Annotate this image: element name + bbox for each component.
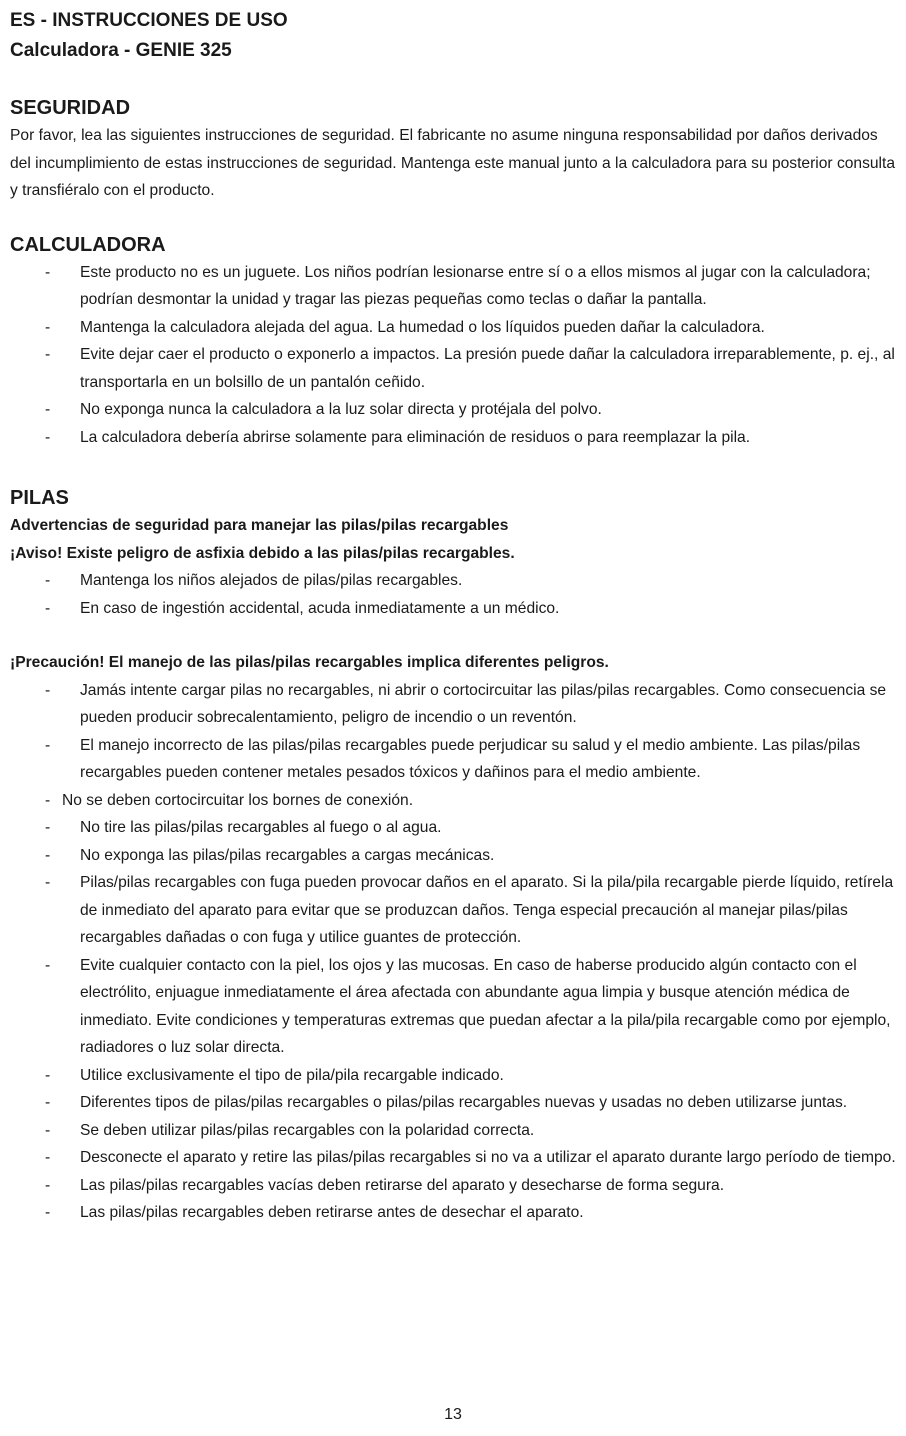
list-item: - No exponga nunca la calculadora a la luz solar directa y protéjala del polvo. [10,396,902,424]
section-pilas [10,484,902,1227]
list-item: - En caso de ingestión accidental, acuda inmediatamente a un médico. [10,595,902,623]
document-language-title: ES - INSTRUCCIONES DE USO [10,10,288,31]
list-item: - No se deben cortocircuitar los bornes de conexión. [10,787,902,815]
list-item: - Pilas/pilas recargables con fuga pueden provocar daños en el aparato. Si la pila/pila recargable pierde líquido, retírela de inmediato del aparato para evitar que se produzcan daños. Tenga especial precaución al manejar pilas/pilas recargables dañadas o con fuga y utilice guantes de protección. [10,869,902,952]
list-item: - El manejo incorrecto de las pilas/pilas recargables puede perjudicar su salud y el medio ambiente. Las pilas/pilas recargables pueden contener metales pesados tóxicos y dañinos para el medio ambiente. [10,732,902,787]
pilas-aviso-list [10,567,902,622]
list-item: - Las pilas/pilas recargables deben retirarse antes de desechar el aparato. [10,1199,902,1227]
list-item: - Mantenga la calculadora alejada del agua. La humedad o los líquidos pueden dañar la calculadora. [10,314,902,342]
section-heading-pilas: PILAS [10,487,69,509]
document-header [10,6,902,66]
list-item: - Se deben utilizar pilas/pilas recargables con la polaridad correcta. [10,1117,902,1145]
list-item: - Mantenga los niños alejados de pilas/pilas recargables. [10,567,902,595]
list-item: - Utilice exclusivamente el tipo de pila/pila recargable indicado. [10,1062,902,1090]
section-seguridad [10,94,902,205]
seguridad-paragraph: Por favor, lea las siguientes instrucciones de seguridad. El fabricante no asume ninguna responsabilidad por daños derivados del incumplimiento de estas instrucciones de seguridad. Mantenga este manual junto a la calculadora para su posterior consulta y transfiéralo con el producto. [10,127,896,199]
list-item: - La calculadora debería abrirse solamente para eliminación de residuos o para reemplazar la pila. [10,424,902,452]
pilas-safety-subheading: Advertencias de seguridad para manejar las pilas/pilas recargables [10,517,509,534]
document-product-title: Calculadora - GENIE 325 [10,40,232,61]
pilas-aviso-heading: ¡Aviso! Existe peligro de asfixia debido a las pilas/pilas recargables. [10,544,515,562]
pilas-precaucion-list [10,677,902,1227]
list-item: - No exponga las pilas/pilas recargables a cargas mecánicas. [10,842,902,870]
calculadora-list [10,259,902,452]
list-item: - Las pilas/pilas recargables vacías deben retirarse del aparato y desecharse de forma segura. [10,1172,902,1200]
section-calculadora [10,231,902,452]
list-item: - Evite cualquier contacto con la piel, los ojos y las mucosas. En caso de haberse producido algún contacto con el electrólito, enjuague inmediatamente el área afectada con abundante agua limpia y busque atención médica de inmediato. Evite condiciones y temperaturas extremas que puedan afectar a la pila/pila recargable como por ejemplo, radiadores o luz solar directa. [10,952,902,1062]
list-item: - Jamás intente cargar pilas no recargables, ni abrir o cortocircuitar las pilas/pilas recargables. Como consecuencia se pueden producir sobrecalentamiento, peligro de incendio o un reventón. [10,677,902,732]
list-item: - Evite dejar caer el producto o exponerlo a impactos. La presión puede dañar la calculadora irreparablemente, p. ej., al transportarla en un bolsillo de un pantalón ceñido. [10,341,902,396]
section-heading-calculadora: CALCULADORA [10,233,166,256]
list-item: - Este producto no es un juguete. Los niños podrían lesionarse entre sí o a ellos mismos al jugar con la calculadora; podrían desmontar la unidad y tragar las piezas pequeñas como teclas o dañar la pantalla. [10,259,902,314]
list-item: - Desconecte el aparato y retire las pilas/pilas recargables si no va a utilizar el aparato durante largo período de tiempo. [10,1144,902,1172]
document-page [10,6,902,1227]
list-item: - Diferentes tipos de pilas/pilas recargables o pilas/pilas recargables nuevas y usadas no deben utilizarse juntas. [10,1089,902,1117]
list-item: - No tire las pilas/pilas recargables al fuego o al agua. [10,814,902,842]
page-number: 13 [444,1406,462,1423]
pilas-precaucion-heading: ¡Precaución! El manejo de las pilas/pilas recargables implica diferentes peligros. [10,654,609,671]
section-heading-seguridad: SEGURIDAD [10,97,131,119]
